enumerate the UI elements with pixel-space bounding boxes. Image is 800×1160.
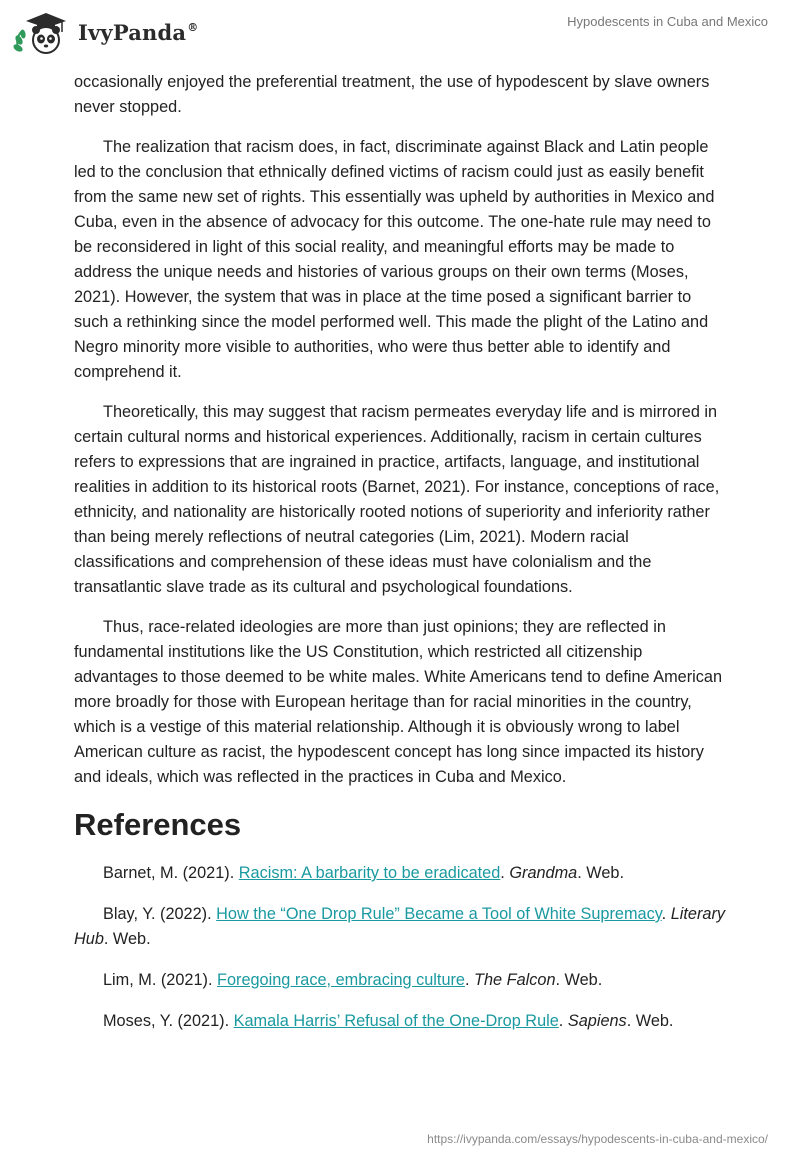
page-header [0,0,800,62]
reference-author: Lim, M. (2021). [103,971,213,989]
paragraph-continuation: occasionally enjoyed the preferential treatment, the use of hypodescent by slave owners never stopped. [74,73,710,116]
reference-source: The Falcon [474,971,556,989]
reference-author: Blay, Y. (2022). [103,905,212,923]
reference-source: Sapiens [567,1012,627,1030]
reference-item: Lim, M. (2021). Foregoing race, embracing culture. The Falcon. Web. [103,971,603,989]
reference-item: Barnet, M. (2021). Racism: A barbarity to be eradicated. Grandma. Web. [103,864,624,882]
paragraph: Thus, race-related ideologies are more than just opinions; they are reflected in fundamental institutions like the US Constitution, which restricted all citizenship advantages to those deemed to be white males. White Americans tend to define American more broadly for those with European heritage than for racial minorities in the country, which is a vestige of this material relationship. Although it is obviously wrong to label American culture as racist, the hypodescent concept has long since impacted its history and ideals, which was reflected in the practices in Cuba and Mexico. [74,618,723,786]
reference-item: Blay, Y. (2022). How the “One Drop Rule” Became a Tool of White Supremacy. Literary Hub. Web. [74,905,726,948]
reference-author: Moses, Y. (2021). [103,1012,230,1030]
reference-author: Barnet, M. (2021). [103,864,235,882]
essay-body [74,70,730,1050]
reference-link[interactable]: Racism: A barbarity to be eradicated [238,864,501,882]
ivypanda-logo[interactable] [12,8,198,56]
reference-source: Literary Hub [74,905,726,948]
reference-link[interactable]: Kamala Harris’ Refusal of the One-Drop Rule [233,1012,559,1030]
paragraph: Theoretically, this may suggest that racism permeates everyday life and is mirrored in certain cultural norms and historical experiences. Additionally, racism in certain cultures refers to expressions that are ingrained in practice, artifacts, language, and institutional realities in addition to its historical roots (Barnet, 2021). For instance, conceptions of race, ethnicity, and nationality are historically rooted notions of superiority and inferiority rather than being merely reflections of neutral categories (Lim, 2021). Modern racial classifications and comprehension of these ideas must have colonialism and the transatlantic slave trade as its cultural and psychological foundations. [74,403,720,596]
reference-item: Moses, Y. (2021). Kamala Harris’ Refusal of the One-Drop Rule. Sapiens. Web. [103,1012,674,1030]
reference-link[interactable]: Foregoing race, embracing culture [217,971,465,989]
reference-source: Grandma [509,864,578,882]
source-url[interactable]: https://ivypanda.com/essays/hypodescents-in-cuba-and-mexico/ [427,1132,768,1146]
brand-name: IvyPanda® [78,19,199,45]
references-heading: References [74,807,242,842]
reference-link[interactable]: How the “One Drop Rule” Became a Tool of White Supremacy [216,905,662,923]
paragraph: The realization that racism does, in fact, discriminate against Black and Latin people led to the conclusion that ethnically defined victims of racism could just as easily benefit from the same new set of rights. This essentially was upheld by authorities in Mexico and Cuba, even in the absence of advocacy for this outcome. The one-hate rule may need to be reconsidered in light of this social reality, and meaningful efforts may be made to address the unique needs and histories of various groups on their own terms (Moses, 2021). However, the system that was in place at the time posed a significant barrier to such a rethinking since the model performed well. This made the plight of the Latino and Negro minority more visible to authorities, who were thus better able to identify and comprehend it. [74,138,715,381]
running-title: Hypodescents in Cuba and Mexico [567,14,768,29]
panda-graduate-icon [12,7,72,57]
